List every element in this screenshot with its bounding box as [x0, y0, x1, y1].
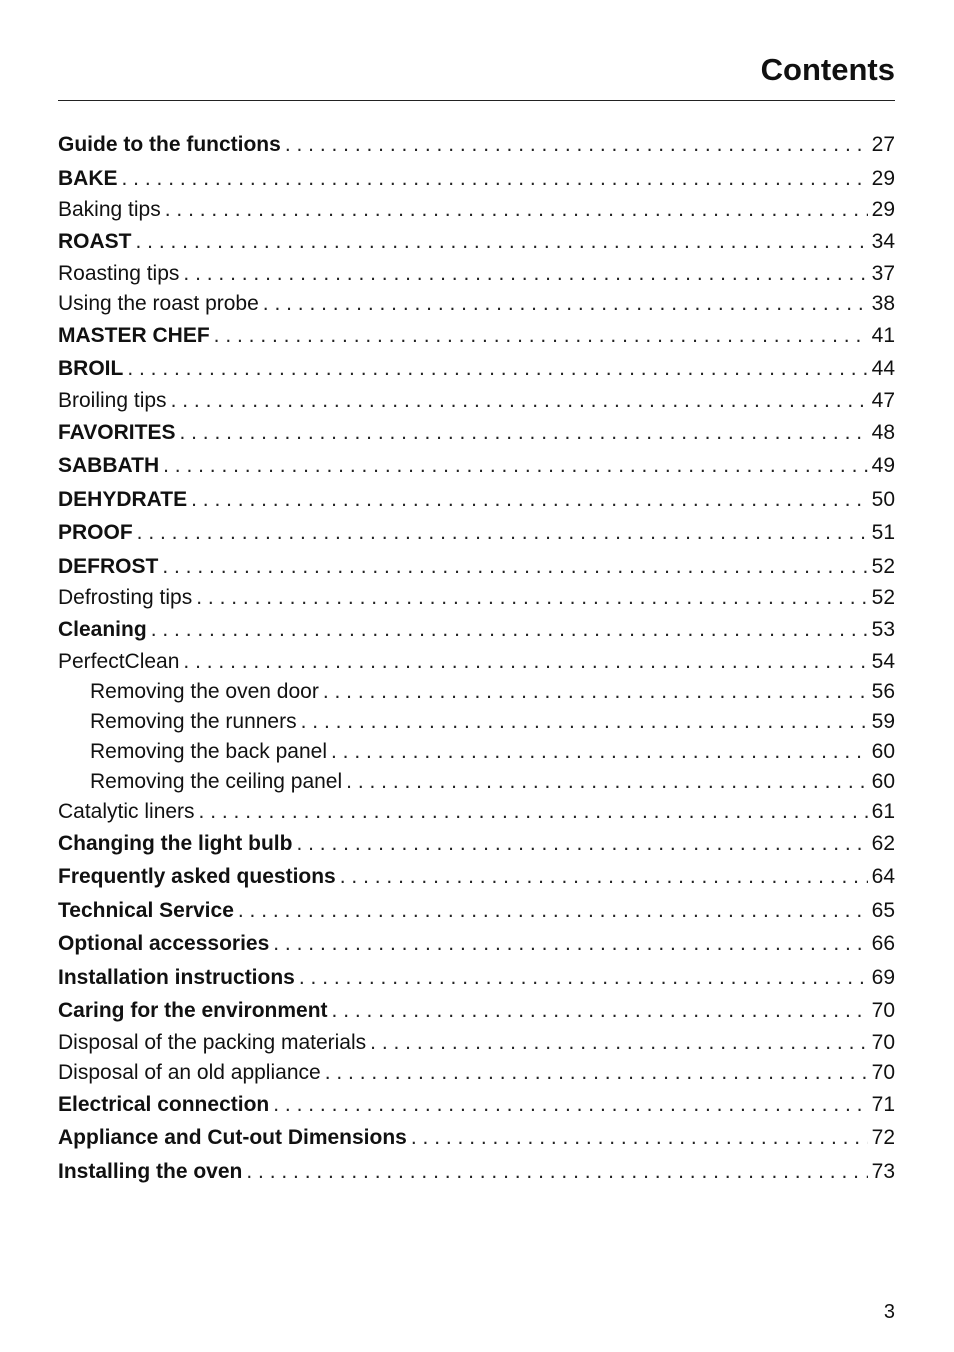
- toc-entry[interactable]: [58, 737, 895, 767]
- toc-entry[interactable]: [58, 647, 895, 677]
- toc-leader-dots: [285, 128, 868, 162]
- table-of-contents: [58, 128, 895, 1188]
- toc-entry-label: Appliance and Cut-out Dimensions: [58, 1126, 407, 1149]
- toc-entry-page: 66: [871, 932, 895, 955]
- toc-leader-dots: [263, 289, 868, 319]
- toc-leader-dots: [122, 162, 868, 196]
- toc-entry-page: 41: [871, 323, 895, 347]
- toc-entry[interactable]: [58, 289, 895, 319]
- toc-entry[interactable]: [58, 162, 895, 196]
- toc-leader-dots: [411, 1121, 868, 1155]
- toc-entry-label: Broiling tips: [58, 388, 167, 412]
- toc-entry-page: 73: [871, 1159, 895, 1183]
- toc-entry-label: PROOF: [58, 521, 133, 544]
- toc-entry-label: Technical Service: [58, 898, 234, 922]
- toc-entry[interactable]: [58, 797, 895, 827]
- toc-entry-label: Frequently asked questions: [58, 865, 336, 888]
- toc-entry[interactable]: [58, 827, 895, 861]
- toc-entry-page: 65: [871, 898, 895, 922]
- toc-entry-label: BROIL: [58, 357, 124, 380]
- toc-leader-dots: [370, 1028, 867, 1058]
- toc-leader-dots: [136, 225, 868, 259]
- toc-entry-label: Optional accessories: [58, 932, 270, 955]
- toc-leader-dots: [299, 961, 868, 995]
- toc-leader-dots: [301, 707, 868, 737]
- toc-entry-label: Changing the light bulb: [58, 831, 293, 855]
- toc-leader-dots: [214, 319, 868, 353]
- toc-entry-label: Defrosting tips: [58, 586, 193, 609]
- toc-entry[interactable]: [58, 583, 895, 613]
- toc-entry[interactable]: [58, 352, 895, 386]
- toc-entry-label: SABBATH: [58, 454, 160, 477]
- toc-entry-page: 69: [871, 965, 895, 989]
- toc-entry-page: 70: [871, 1030, 895, 1054]
- toc-leader-dots: [323, 677, 868, 707]
- toc-leader-dots: [137, 516, 868, 550]
- toc-entry-label: Guide to the functions: [58, 133, 281, 156]
- page-number: 3: [883, 1301, 895, 1323]
- toc-entry-page: 54: [871, 649, 895, 673]
- toc-entry-label: Disposal of an old appliance: [58, 1060, 321, 1084]
- toc-entry-label: Electrical connection: [58, 1092, 270, 1116]
- toc-entry[interactable]: [58, 516, 895, 550]
- page-title: Contents: [760, 52, 895, 87]
- toc-entry-label: DEHYDRATE: [58, 487, 188, 511]
- toc-leader-dots: [238, 894, 868, 928]
- toc-leader-dots: [163, 449, 868, 483]
- toc-entry-page: 37: [871, 261, 895, 285]
- toc-leader-dots: [273, 927, 867, 961]
- toc-entry-page: 27: [871, 133, 895, 156]
- title-divider: [58, 100, 895, 101]
- toc-entry-label: Caring for the environment: [58, 999, 328, 1022]
- toc-entry-page: 50: [871, 487, 895, 511]
- toc-entry[interactable]: [58, 195, 895, 225]
- toc-entry-label: PerfectClean: [58, 649, 180, 673]
- toc-entry[interactable]: [58, 707, 895, 737]
- toc-entry-page: 29: [871, 198, 895, 221]
- toc-entry[interactable]: [58, 994, 895, 1028]
- toc-entry-page: 59: [871, 709, 895, 733]
- toc-entry-label: DEFROST: [58, 554, 159, 578]
- toc-entry[interactable]: [58, 128, 895, 162]
- toc-entry-page: 44: [871, 357, 895, 380]
- toc-entry-label: Cleaning: [58, 618, 147, 641]
- toc-entry-label: ROAST: [58, 230, 132, 253]
- toc-entry-label: Removing the oven door: [90, 679, 319, 703]
- toc-leader-dots: [246, 1155, 867, 1189]
- toc-entry-page: 29: [871, 166, 895, 190]
- toc-entry[interactable]: [58, 259, 895, 289]
- toc-entry-page: 60: [871, 769, 895, 793]
- toc-leader-dots: [346, 767, 867, 797]
- toc-leader-dots: [332, 994, 868, 1028]
- toc-leader-dots: [165, 195, 868, 225]
- toc-entry-label: Installation instructions: [58, 965, 295, 989]
- toc-entry-label: MASTER CHEF: [58, 323, 210, 347]
- toc-leader-dots: [196, 583, 867, 613]
- toc-entry-page: 72: [871, 1126, 895, 1149]
- toc-entry-page: 56: [871, 679, 895, 703]
- toc-entry[interactable]: [58, 894, 895, 928]
- toc-entry[interactable]: [58, 225, 895, 259]
- toc-entry-label: Removing the back panel: [90, 739, 327, 763]
- toc-leader-dots: [296, 827, 867, 861]
- toc-entry[interactable]: [58, 860, 895, 894]
- toc-entry-label: Roasting tips: [58, 261, 180, 285]
- toc-entry-page: 52: [871, 554, 895, 578]
- toc-entry[interactable]: [58, 449, 895, 483]
- toc-entry-page: 47: [871, 388, 895, 412]
- toc-entry[interactable]: [58, 483, 895, 517]
- toc-leader-dots: [127, 352, 867, 386]
- toc-entry[interactable]: [58, 1088, 895, 1122]
- toc-entry[interactable]: [58, 550, 895, 584]
- toc-entry-page: 71: [871, 1092, 895, 1116]
- toc-entry[interactable]: [58, 416, 895, 450]
- toc-leader-dots: [191, 483, 868, 517]
- toc-leader-dots: [273, 1088, 867, 1122]
- toc-entry-page: 60: [871, 739, 895, 763]
- toc-entry[interactable]: [58, 677, 895, 707]
- toc-entry-label: FAVORITES: [58, 420, 176, 444]
- toc-entry-label: Using the roast probe: [58, 291, 259, 315]
- toc-entry-label: BAKE: [58, 166, 118, 190]
- toc-leader-dots: [162, 550, 867, 584]
- toc-leader-dots: [325, 1058, 868, 1088]
- toc-leader-dots: [183, 647, 867, 677]
- toc-entry-page: 70: [871, 999, 895, 1022]
- toc-leader-dots: [183, 259, 867, 289]
- toc-entry[interactable]: [58, 1121, 895, 1155]
- toc-entry[interactable]: [58, 927, 895, 961]
- toc-entry-page: 38: [871, 291, 895, 315]
- toc-entry-page: 49: [871, 454, 895, 477]
- toc-leader-dots: [340, 860, 868, 894]
- toc-entry-page: 34: [871, 230, 895, 253]
- toc-entry-label: Baking tips: [58, 198, 161, 221]
- toc-leader-dots: [151, 613, 868, 647]
- toc-leader-dots: [171, 386, 868, 416]
- toc-entry-page: 53: [871, 618, 895, 641]
- toc-entry-label: Removing the runners: [90, 709, 297, 733]
- toc-entry-label: Catalytic liners: [58, 799, 195, 823]
- toc-entry-page: 52: [871, 586, 895, 609]
- toc-entry[interactable]: [58, 1028, 895, 1058]
- toc-entry[interactable]: [58, 1155, 895, 1189]
- toc-entry-page: 64: [871, 865, 895, 888]
- toc-entry[interactable]: [58, 1058, 895, 1088]
- toc-leader-dots: [199, 797, 868, 827]
- toc-entry[interactable]: [58, 319, 895, 353]
- toc-leader-dots: [179, 416, 867, 450]
- toc-entry-page: 48: [871, 420, 895, 444]
- toc-entry-label: Installing the oven: [58, 1159, 243, 1183]
- toc-entry-label: Removing the ceiling panel: [90, 769, 343, 793]
- toc-leader-dots: [331, 737, 868, 767]
- toc-entry[interactable]: [58, 767, 895, 797]
- toc-entry-page: 61: [871, 799, 895, 823]
- toc-entry[interactable]: [58, 961, 895, 995]
- toc-entry-page: 51: [871, 521, 895, 544]
- toc-entry-label: Disposal of the packing materials: [58, 1030, 367, 1054]
- toc-entry-page: 62: [871, 831, 895, 855]
- toc-entry[interactable]: [58, 613, 895, 647]
- toc-entry-page: 70: [871, 1060, 895, 1084]
- toc-entry[interactable]: [58, 386, 895, 416]
